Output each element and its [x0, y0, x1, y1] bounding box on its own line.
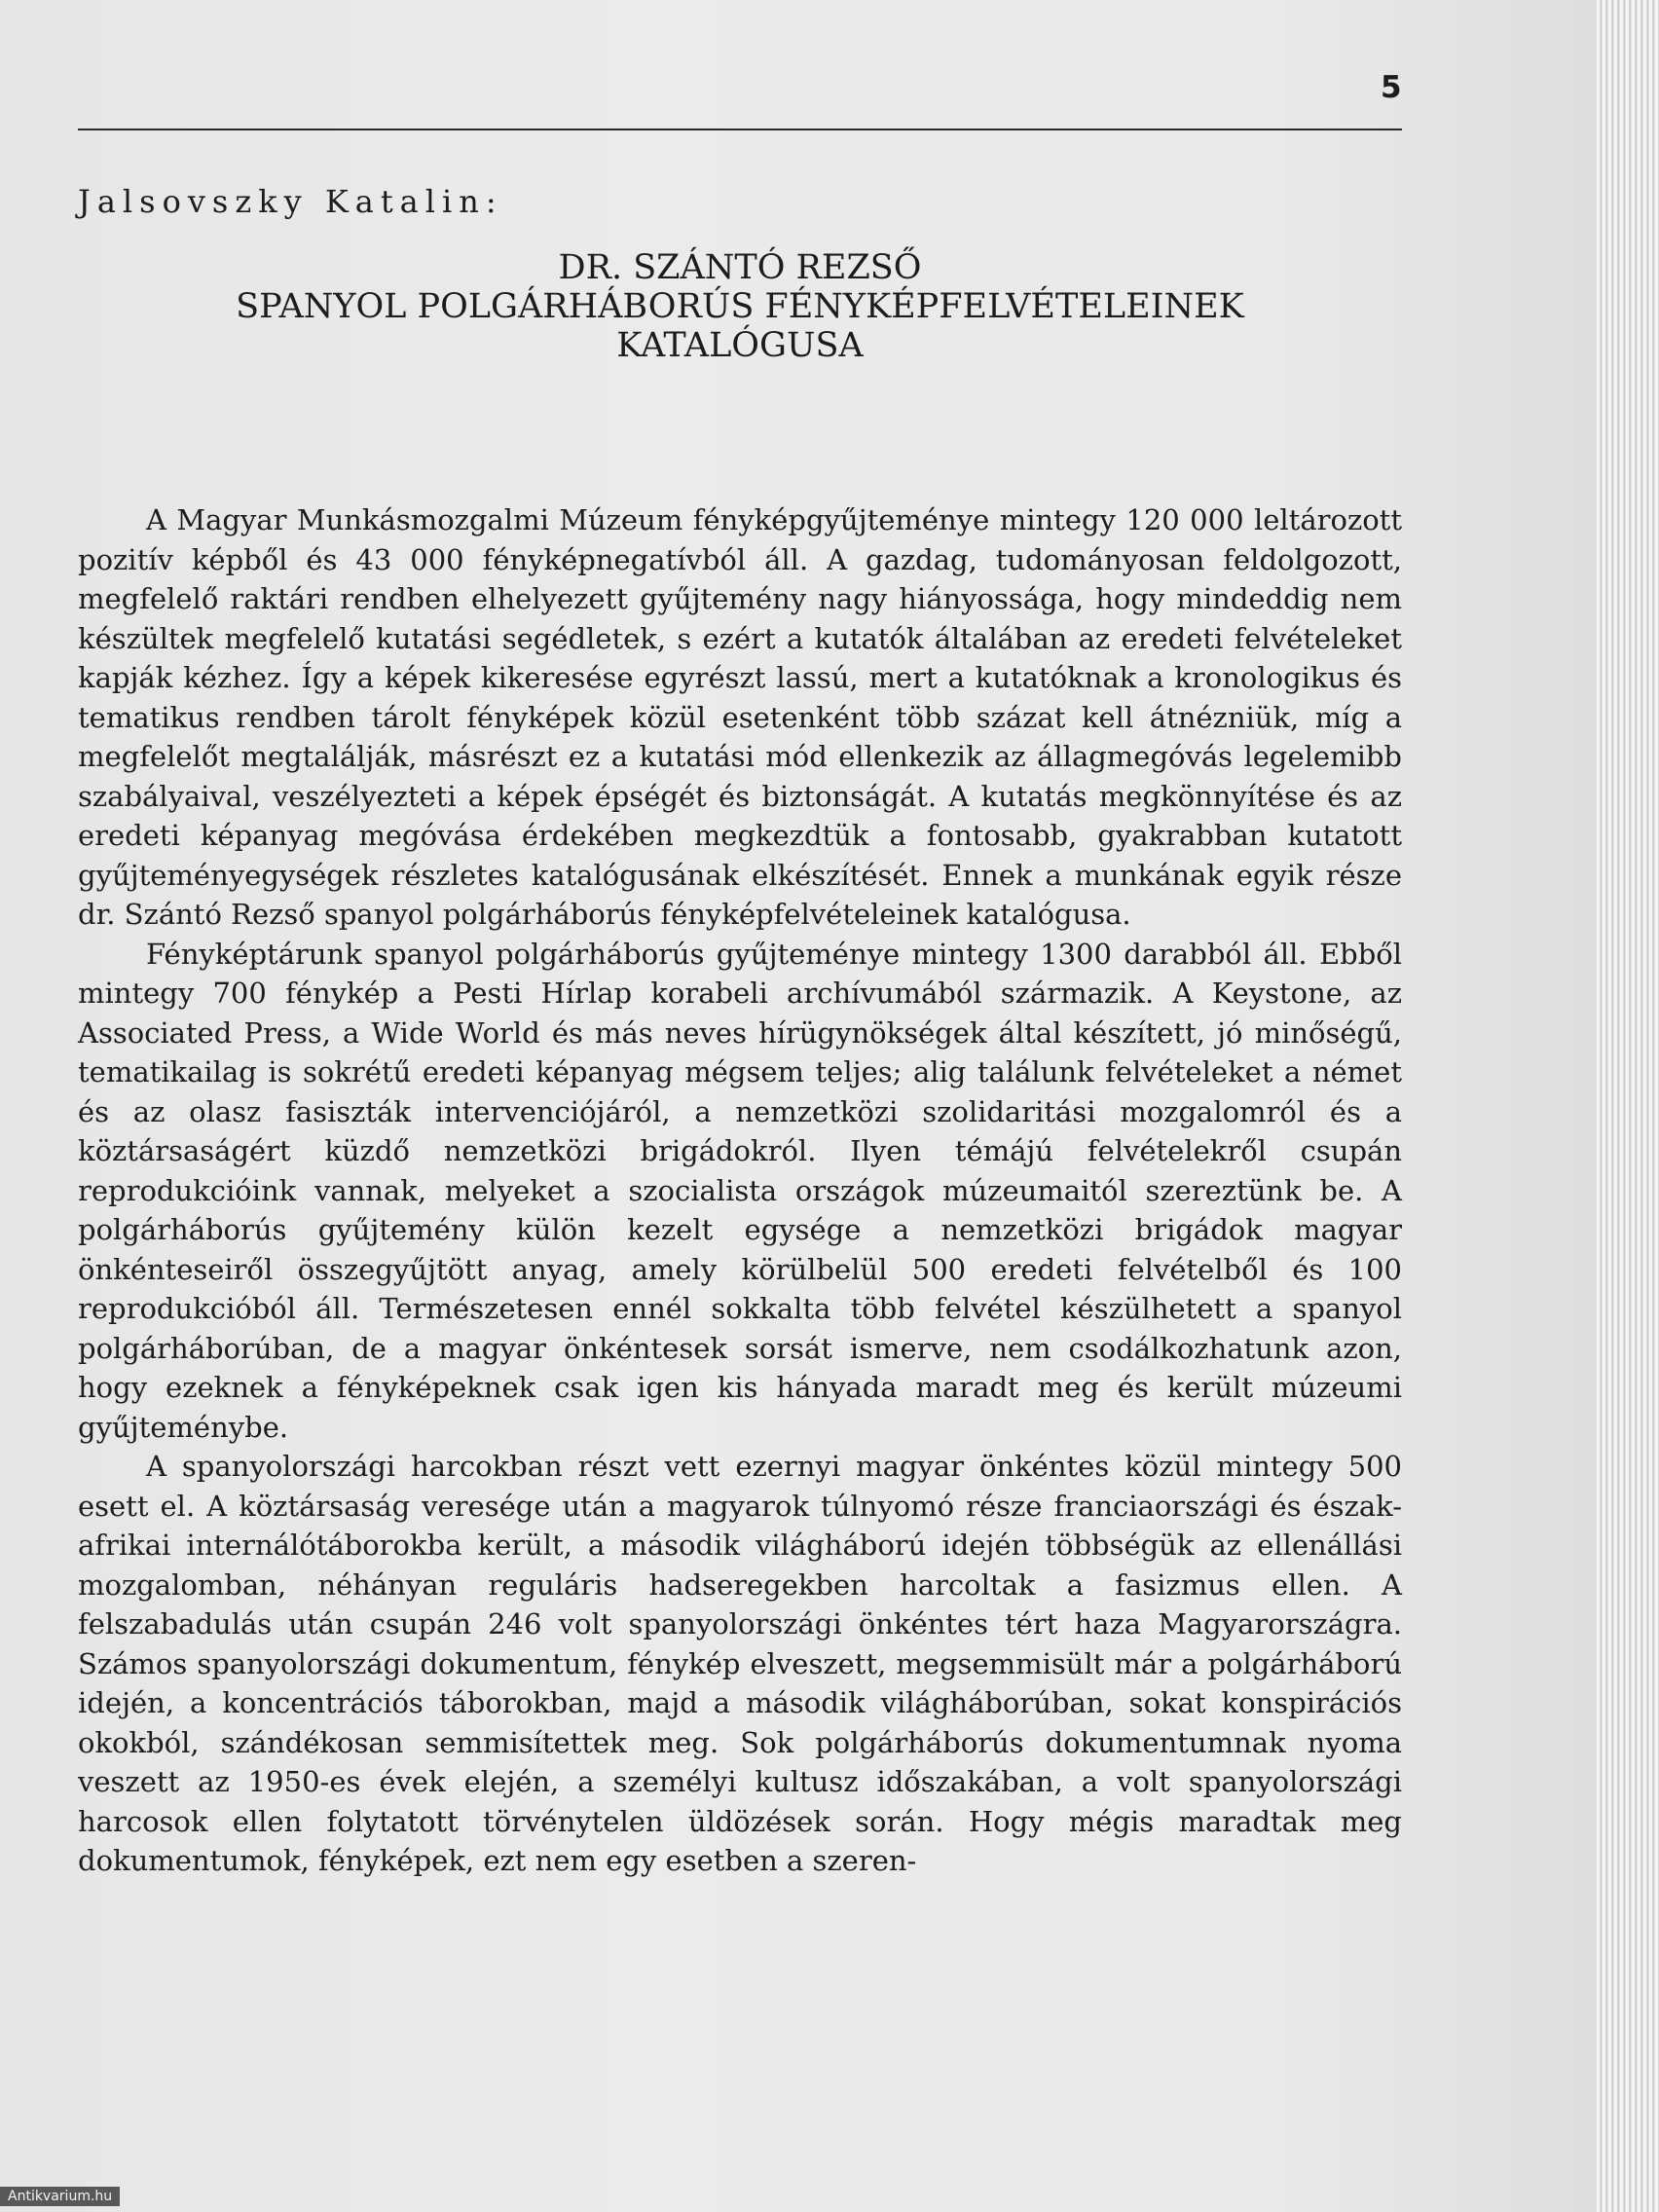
title-line: SPANYOL POLGÁRHÁBORÚS FÉNYKÉPFELVÉTELEINEK: [236, 287, 1244, 326]
article-title: [78, 248, 1402, 365]
paragraph: Fényképtárunk spanyol polgárháborús gyűjteménye mintegy 1300 darabból áll. Ebből mintegy 700 fénykép a Pesti Hírlap korabeli archívumából származik. A Keystone, az Associated Press, a Wide World és más neves hírügynökségek által készített, jó minőségű, tematikailag is sokrétű eredeti képanyag mégsem teljes; alig találunk felvételeket a német és az olasz fasiszták intervenciójáról, a nemzetközi szolidaritási mozgalomról és a köztársaságért küzdő nemzetközi brigádokról. Ilyen témájú felvételekről csupán reprodukcióink vannak, melyeket a szocialista országok múzeumaitól szereztünk be. A polgárháborús gyűjtemény külön kezelt egysége a nemzetközi brigádok magyar önkénteseiről összegyűjtött anyag, amely körülbelül 500 eredeti felvételből és 100 reprodukcióból áll. Természetesen ennél sokkalta több felvétel készülhetett a spanyol polgárháborúban, de a magyar önkéntesek sorsát ismerve, nem csodálkozhatunk azon, hogy ezeknek a fényképeknek csak igen kis hányada maradt meg és került múzeumi gyűjteménybe.: [78, 937, 1402, 1444]
page-number: 5: [1381, 70, 1402, 105]
author-name: Jalsovszky Katalin:: [78, 183, 503, 220]
header-rule: [78, 129, 1402, 130]
paragraph: A Magyar Munkásmozgalmi Múzeum fényképgyűjteménye mintegy 120 000 leltározott pozitív képből és 43 000 fényképnegatívból áll. A gazdag, tudományosan feldolgozott, megfelelő raktári rendben elhelyezett gyűjtemény nagy hiányossága, hogy mindeddig nem készültek megfelelő kutatási segédletek, s ezért a kutatók általában az eredeti felvételeket kapják kézhez. Így a képek kikeresése egyrészt lassú, mert a kutatóknak a kronologikus és tematikus rendben tárolt fényképek közül esetenként több százat kell átnézniük, míg a megfelelőt megtalálják, másrészt ez a kutatási mód ellenkezik az állagmegóvás legelemibb szabályaival, veszélyezteti a képek épségét és biztonságát. A kutatás megkönnyítése és az eredeti képanyag megóvása érdekében megkezdtük a fontosabb, gyakrabban kutatott gyűjteményegységek részletes katalógusának elkészítését. Ennek a munkának egyik része dr. Szántó Rezső spanyol polgárháborús fényképfelvételeinek katalógusa.: [78, 503, 1402, 931]
title-line: KATALÓGUSA: [616, 326, 864, 365]
page-stack-edge: [1597, 0, 1659, 2212]
title-line: DR. SZÁNTÓ REZSŐ: [558, 248, 922, 287]
paragraph: A spanyolországi harcokban részt vett ezernyi magyar önkéntes közül mintegy 500 esett el. A köztársaság veresége után a magyarok túlnyomó része franciaországi és észak-afrikai internálótáborokba került, a második világháború idején többségük az ellenállási mozgalomban, néhányan reguláris hadseregekben harcoltak a fasizmus ellen. A felszabadulás után csupán 246 volt spanyolországi önkéntes tért haza Magyarországra. Számos spanyolországi dokumentum, fénykép elveszett, megsemmisült már a polgárháború idején, a koncentrációs táborokban, majd a második világháborúban, sokat konspirációs okokból, szándékosan semmisítettek meg. Sok polgárháborús dokumentumnak nyoma veszett az 1950-es évek elején, a személyi kultusz időszakában, a volt spanyolországi harcosok ellen folytatott törvénytelen üldözések során. Hogy mégis maradtak meg dokumentumok, fényképek, ezt nem egy esetben a szeren-: [78, 1450, 1402, 1877]
watermark: Antikvarium.hu: [0, 2187, 120, 2206]
article-body: [78, 500, 1402, 1881]
